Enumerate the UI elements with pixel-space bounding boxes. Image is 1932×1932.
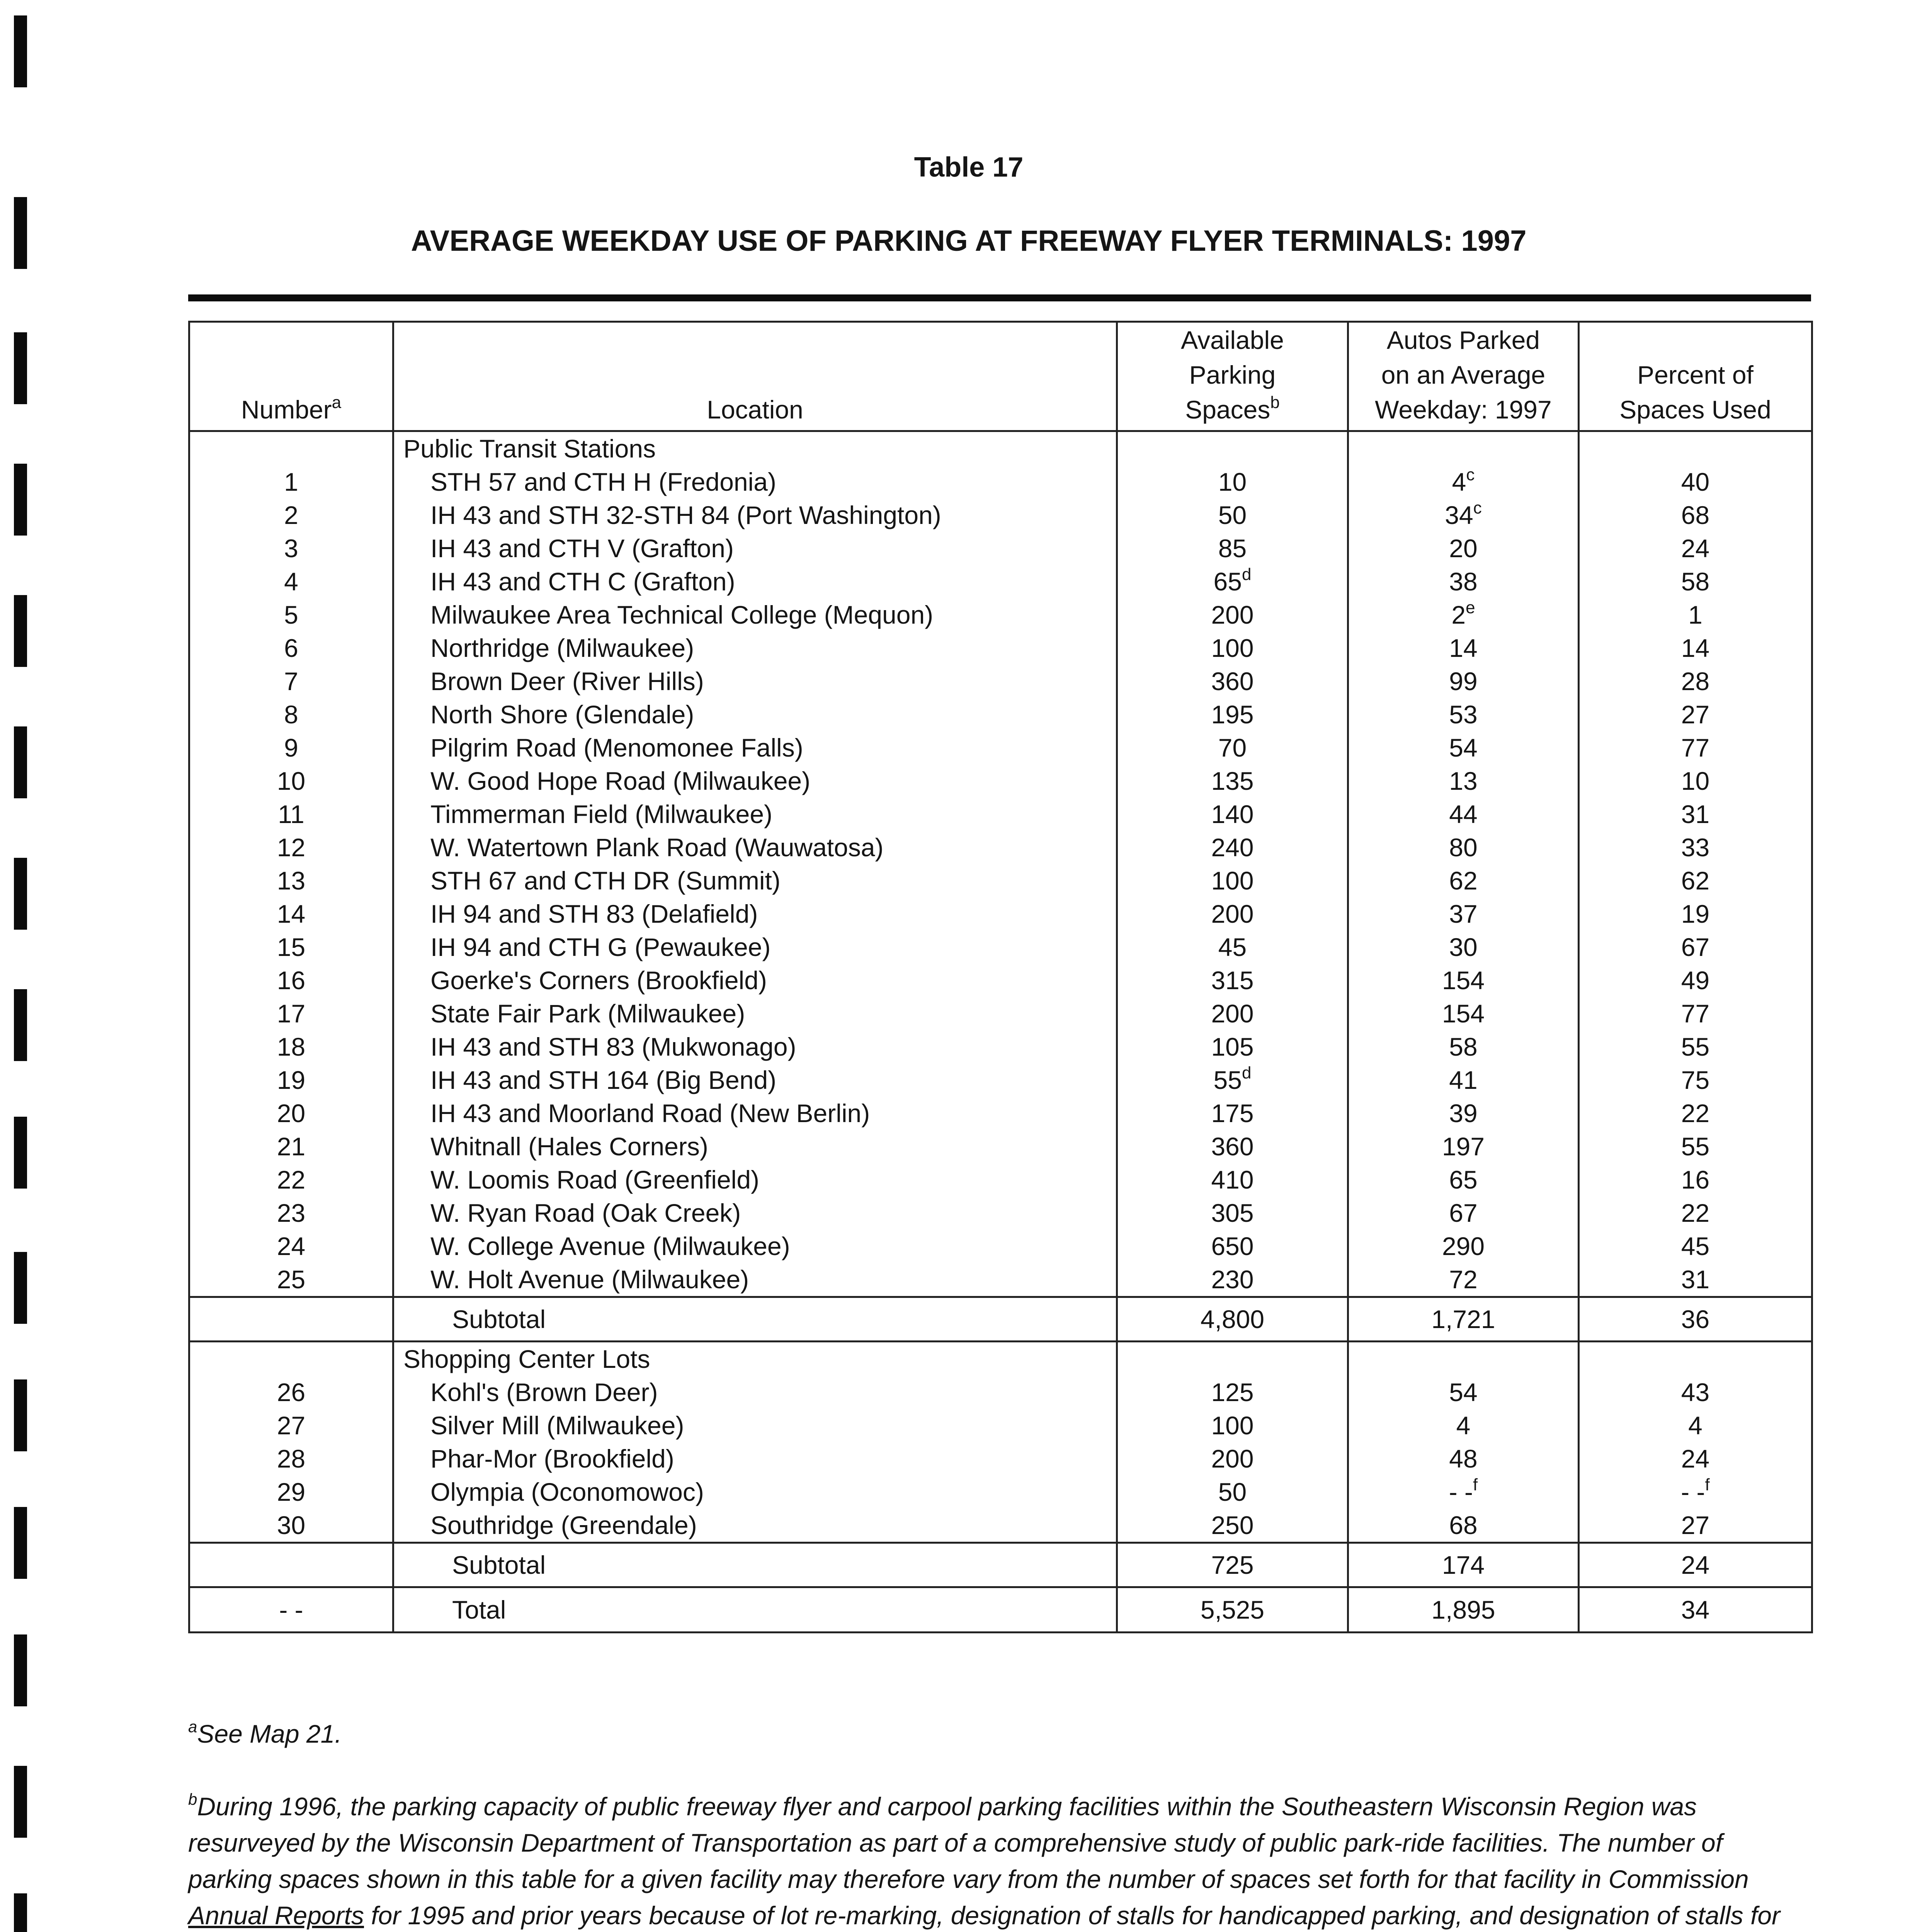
row-autos: 62 (1348, 864, 1579, 897)
row-autos: 38 (1348, 565, 1579, 598)
row-percent: 45 (1579, 1230, 1812, 1263)
row-spaces: 200 (1117, 1442, 1348, 1475)
row-number: 3 (189, 532, 393, 565)
row-spaces: 45 (1117, 930, 1348, 964)
binding-mark (14, 1634, 27, 1706)
row-number: 8 (189, 698, 393, 731)
row-location: Milwaukee Area Technical College (Mequon) (393, 598, 1117, 631)
table-row (189, 631, 1812, 665)
row-autos: 39 (1348, 1097, 1579, 1130)
row-autos: 14 (1348, 631, 1579, 665)
table-row (189, 1063, 1812, 1097)
row-percent: 58 (1579, 565, 1812, 598)
binding-mark (14, 1893, 27, 1932)
row-percent: 24 (1579, 532, 1812, 565)
row-number: 15 (189, 930, 393, 964)
row-spaces: 240 (1117, 831, 1348, 864)
row-spaces: 200 (1117, 897, 1348, 930)
row-number: 11 (189, 798, 393, 831)
binding-mark (14, 15, 27, 87)
row-autos: 154 (1348, 997, 1579, 1030)
row-autos: 13 (1348, 764, 1579, 798)
row-percent: 40 (1579, 465, 1812, 498)
row-location: STH 67 and CTH DR (Summit) (393, 864, 1117, 897)
shopping-section (189, 1342, 1812, 1543)
table-row (189, 831, 1812, 864)
table-number: Table 17 (914, 152, 1024, 183)
row-location: W. Watertown Plank Road (Wauwatosa) (393, 831, 1117, 864)
row-spaces: 85 (1117, 532, 1348, 565)
row-number: 24 (189, 1230, 393, 1263)
row-percent: - -$^f$ (1579, 1475, 1812, 1509)
row-number: 30 (189, 1509, 393, 1543)
header-autos: Autos Parked on an Average Weekday: 1997 (1348, 322, 1579, 431)
row-percent: 77 (1579, 997, 1812, 1030)
row-autos: 58 (1348, 1030, 1579, 1063)
table-row (189, 997, 1812, 1030)
table-row (189, 698, 1812, 731)
row-percent: 19 (1579, 897, 1812, 930)
row-autos: 37 (1348, 897, 1579, 930)
row-percent: 43 (1579, 1376, 1812, 1409)
row-location: Whitnall (Hales Corners) (393, 1130, 1117, 1163)
row-spaces: 100 (1117, 631, 1348, 665)
row-spaces: 195 (1117, 698, 1348, 731)
total-autos: 1,895 (1348, 1587, 1579, 1633)
row-location: Northridge (Milwaukee) (393, 631, 1117, 665)
section-heading: Shopping Center Lots (393, 1342, 1117, 1376)
row-percent: 28 (1579, 665, 1812, 698)
row-spaces: 250 (1117, 1509, 1348, 1543)
row-location: STH 57 and CTH H (Fredonia) (393, 465, 1117, 498)
row-spaces: 200 (1117, 997, 1348, 1030)
shopping-subtotal (189, 1543, 1812, 1587)
table-row (189, 498, 1812, 532)
table-row (189, 1475, 1812, 1509)
row-spaces: 315 (1117, 964, 1348, 997)
row-number: 23 (189, 1196, 393, 1230)
row-autos: 99 (1348, 665, 1579, 698)
header-percent: Percent of Spaces Used (1579, 322, 1812, 431)
row-location: W. Loomis Road (Greenfield) (393, 1163, 1117, 1196)
row-spaces: 200 (1117, 598, 1348, 631)
row-location: IH 43 and CTH C (Grafton) (393, 565, 1117, 598)
row-autos: 65 (1348, 1163, 1579, 1196)
row-location: IH 43 and Moorland Road (New Berlin) (393, 1097, 1117, 1130)
row-percent: 33 (1579, 831, 1812, 864)
subtotal-label: Subtotal (393, 1297, 1117, 1342)
table-row (189, 1376, 1812, 1409)
table-row (189, 1097, 1812, 1130)
table-row (189, 764, 1812, 798)
row-spaces: 125 (1117, 1376, 1348, 1409)
row-number: 14 (189, 897, 393, 930)
row-percent: 67 (1579, 930, 1812, 964)
table-row (189, 731, 1812, 764)
row-spaces: 140 (1117, 798, 1348, 831)
row-number: 13 (189, 864, 393, 897)
row-percent: 31 (1579, 1263, 1812, 1297)
subtotal-autos: 1,721 (1348, 1297, 1579, 1342)
row-spaces: 360 (1117, 665, 1348, 698)
row-location: IH 94 and CTH G (Pewaukee) (393, 930, 1117, 964)
row-location: Silver Mill (Milwaukee) (393, 1409, 1117, 1442)
row-spaces: 100 (1117, 864, 1348, 897)
row-spaces: 360 (1117, 1130, 1348, 1163)
total-label: Total (393, 1587, 1117, 1633)
row-location: W. Ryan Road (Oak Creek) (393, 1196, 1117, 1230)
row-location: Southridge (Greendale) (393, 1509, 1117, 1543)
total-percent: 34 (1579, 1587, 1812, 1633)
row-autos: 53 (1348, 698, 1579, 731)
table-title: AVERAGE WEEKDAY USE OF PARKING AT FREEWAY FLYER TERMINALS: 1997 (411, 224, 1527, 257)
row-percent: 27 (1579, 698, 1812, 731)
row-autos: 154 (1348, 964, 1579, 997)
row-location: Kohl's (Brown Deer) (393, 1376, 1117, 1409)
row-location: Pilgrim Road (Menomonee Falls) (393, 731, 1117, 764)
subtotal-autos: 174 (1348, 1543, 1579, 1587)
row-spaces: 10 (1117, 465, 1348, 498)
table-row (189, 598, 1812, 631)
binding-mark (14, 464, 27, 536)
row-number: 21 (189, 1130, 393, 1163)
row-percent: 49 (1579, 964, 1812, 997)
binding-mark (14, 858, 27, 930)
row-autos: 48 (1348, 1442, 1579, 1475)
grand-total (189, 1587, 1812, 1633)
section-heading-row (189, 431, 1812, 466)
row-number: 17 (189, 997, 393, 1030)
row-autos: 41 (1348, 1063, 1579, 1097)
row-location: North Shore (Glendale) (393, 698, 1117, 731)
row-percent: 62 (1579, 864, 1812, 897)
row-percent: 68 (1579, 498, 1812, 532)
row-spaces: 135 (1117, 764, 1348, 798)
table-row (189, 1442, 1812, 1475)
table-row (189, 1030, 1812, 1063)
row-location: Brown Deer (River Hills) (393, 665, 1117, 698)
row-location: IH 43 and STH 32-STH 84 (Port Washington) (393, 498, 1117, 532)
row-autos: 80 (1348, 831, 1579, 864)
row-spaces: 100 (1117, 1409, 1348, 1442)
footnote-a: $^a$See Map 21. (188, 1718, 342, 1748)
header-number: Number$^a$ (189, 322, 393, 431)
row-percent: 1 (1579, 598, 1812, 631)
binding-mark (14, 1379, 27, 1451)
header-row (189, 322, 1812, 431)
table-row (189, 665, 1812, 698)
row-percent: 31 (1579, 798, 1812, 831)
row-location: W. Holt Avenue (Milwaukee) (393, 1263, 1117, 1297)
table-row (189, 964, 1812, 997)
row-autos: 197 (1348, 1130, 1579, 1163)
row-autos: 30 (1348, 930, 1579, 964)
row-spaces: 650 (1117, 1230, 1348, 1263)
table-row (189, 1163, 1812, 1196)
binding-mark (14, 1507, 27, 1579)
total-number: - - (189, 1587, 393, 1633)
row-autos: 34$^c$ (1348, 498, 1579, 532)
row-percent: 55 (1579, 1030, 1812, 1063)
transit-section (189, 431, 1812, 1297)
row-location: IH 43 and CTH V (Grafton) (393, 532, 1117, 565)
row-number: 12 (189, 831, 393, 864)
row-spaces: 55$^d$ (1117, 1063, 1348, 1097)
subtotal-percent: 36 (1579, 1297, 1812, 1342)
table-row (189, 532, 1812, 565)
row-location: Phar-Mor (Brookfield) (393, 1442, 1117, 1475)
binding-mark (14, 989, 27, 1061)
row-location: IH 43 and STH 164 (Big Bend) (393, 1063, 1117, 1097)
binding-mark (14, 332, 27, 404)
table-row (189, 897, 1812, 930)
table-row (189, 798, 1812, 831)
footnote-b: $^b$During 1996, the parking capacity of public freeway flyer and carpool parking facilities within the Southeastern Wisconsin Region was resurveyed by the Wisconsin Department of Transportation as part of a comprehensive study of public park-ride facilities. The number of parking spaces shown in this table for a given facility may therefore vary from the number of spaces set forth for that facility in Commission Annual Reports for 1995 and prior years because of lot re-marking, designation of stalls for handicapped parking, and designation of stalls for (188, 1790, 1781, 1930)
row-spaces: 105 (1117, 1030, 1348, 1063)
table-row (189, 1230, 1812, 1263)
row-percent: 22 (1579, 1196, 1812, 1230)
row-number: 7 (189, 665, 393, 698)
row-number: 16 (189, 964, 393, 997)
row-number: 22 (189, 1163, 393, 1196)
table-row (189, 1130, 1812, 1163)
row-autos: 44 (1348, 798, 1579, 831)
binding-mark (14, 1117, 27, 1189)
total-spaces: 5,525 (1117, 1587, 1348, 1633)
row-number: 28 (189, 1442, 393, 1475)
table-row (189, 864, 1812, 897)
row-percent: 4 (1579, 1409, 1812, 1442)
row-percent: 77 (1579, 731, 1812, 764)
row-location: State Fair Park (Milwaukee) (393, 997, 1117, 1030)
row-percent: 24 (1579, 1442, 1812, 1475)
row-number: 1 (189, 465, 393, 498)
section-heading-row (189, 1342, 1812, 1376)
title-rule (188, 294, 1811, 301)
row-number: 29 (189, 1475, 393, 1509)
table-row (189, 1409, 1812, 1442)
parking-use-table (188, 321, 1813, 1633)
row-percent: 27 (1579, 1509, 1812, 1543)
row-percent: 75 (1579, 1063, 1812, 1097)
row-spaces: 50 (1117, 498, 1348, 532)
row-autos: 20 (1348, 532, 1579, 565)
row-spaces: 305 (1117, 1196, 1348, 1230)
row-spaces: 50 (1117, 1475, 1348, 1509)
row-percent: 14 (1579, 631, 1812, 665)
row-autos: 67 (1348, 1196, 1579, 1230)
row-location: W. College Avenue (Milwaukee) (393, 1230, 1117, 1263)
row-location: W. Good Hope Road (Milwaukee) (393, 764, 1117, 798)
table-row (189, 1196, 1812, 1230)
row-number: 10 (189, 764, 393, 798)
row-number: 6 (189, 631, 393, 665)
binding-mark (14, 726, 27, 798)
row-percent: 55 (1579, 1130, 1812, 1163)
row-autos: 54 (1348, 1376, 1579, 1409)
row-location: Timmerman Field (Milwaukee) (393, 798, 1117, 831)
row-spaces: 230 (1117, 1263, 1348, 1297)
binding-mark (14, 595, 27, 667)
row-location: IH 94 and STH 83 (Delafield) (393, 897, 1117, 930)
section-heading: Public Transit Stations (393, 431, 1117, 466)
row-number: 20 (189, 1097, 393, 1130)
header-location: Location (393, 322, 1117, 431)
row-percent: 10 (1579, 764, 1812, 798)
table-row (189, 1263, 1812, 1297)
transit-subtotal (189, 1297, 1812, 1342)
binding-mark (14, 1766, 27, 1838)
row-location: Olympia (Oconomowoc) (393, 1475, 1117, 1509)
table-row (189, 465, 1812, 498)
row-autos: - -$^f$ (1348, 1475, 1579, 1509)
header-spaces: Available Parking Spaces$^b$ (1117, 322, 1348, 431)
row-number: 26 (189, 1376, 393, 1409)
row-number: 18 (189, 1030, 393, 1063)
subtotal-row (189, 1297, 1812, 1342)
subtotal-label: Subtotal (393, 1543, 1117, 1587)
row-spaces: 175 (1117, 1097, 1348, 1130)
row-autos: 72 (1348, 1263, 1579, 1297)
row-autos: 2e (1348, 598, 1579, 631)
table-row (189, 1509, 1812, 1543)
row-number: 5 (189, 598, 393, 631)
row-number: 9 (189, 731, 393, 764)
row-spaces: 65$^d$ (1117, 565, 1348, 598)
row-number: 4 (189, 565, 393, 598)
row-spaces: 70 (1117, 731, 1348, 764)
row-autos: 4 (1348, 1409, 1579, 1442)
subtotal-percent: 24 (1579, 1543, 1812, 1587)
row-autos: 68 (1348, 1509, 1579, 1543)
binding-mark (14, 1252, 27, 1324)
row-number: 2 (189, 498, 393, 532)
table-row (189, 930, 1812, 964)
total-row (189, 1587, 1812, 1633)
subtotal-row (189, 1543, 1812, 1587)
row-number: 19 (189, 1063, 393, 1097)
row-location: IH 43 and STH 83 (Mukwonago) (393, 1030, 1117, 1063)
row-percent: 16 (1579, 1163, 1812, 1196)
row-number: 25 (189, 1263, 393, 1297)
subtotal-spaces: 4,800 (1117, 1297, 1348, 1342)
row-percent: 22 (1579, 1097, 1812, 1130)
row-location: Goerke's Corners (Brookfield) (393, 964, 1117, 997)
row-autos: 290 (1348, 1230, 1579, 1263)
table-row (189, 565, 1812, 598)
subtotal-spaces: 725 (1117, 1543, 1348, 1587)
row-autos: 54 (1348, 731, 1579, 764)
row-autos: 4$^c$ (1348, 465, 1579, 498)
row-spaces: 410 (1117, 1163, 1348, 1196)
row-number: 27 (189, 1409, 393, 1442)
